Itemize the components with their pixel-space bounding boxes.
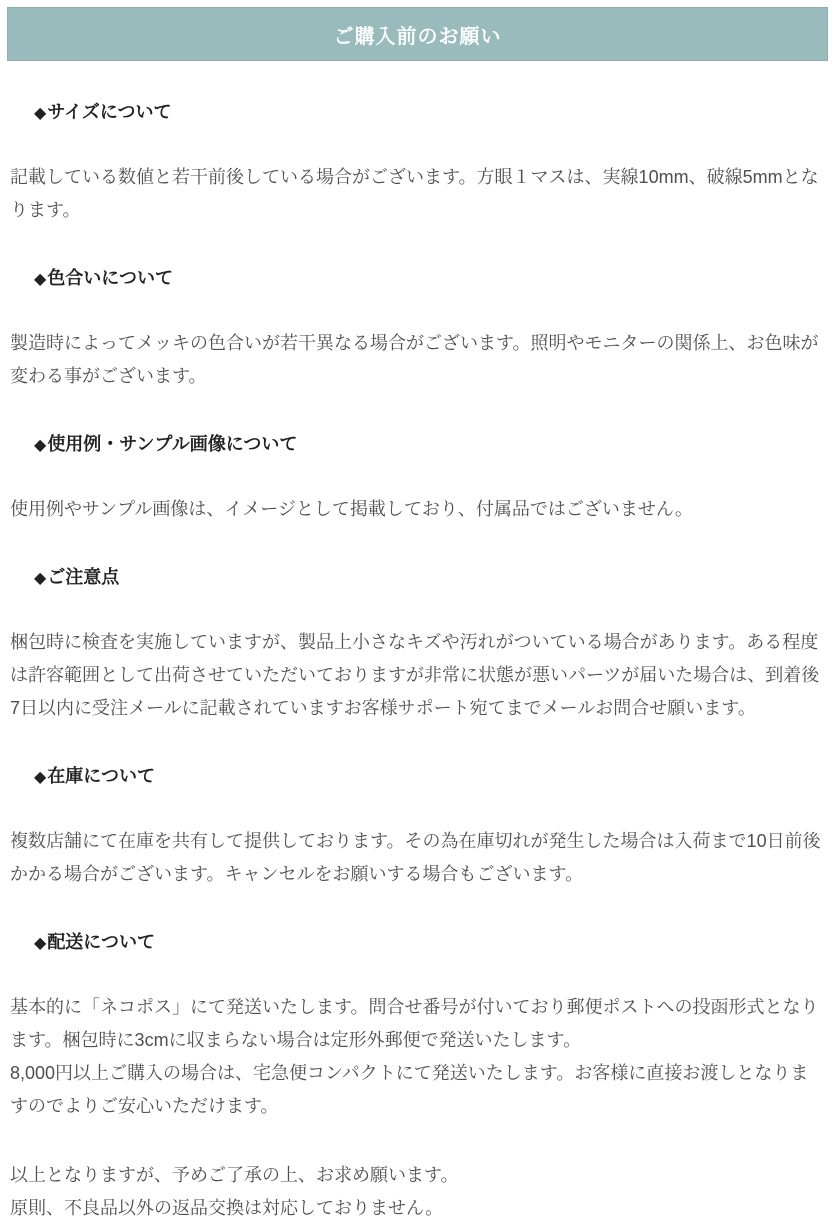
shipping-line-1: 基本的に「ネコポス」にて発送いたします。問合せ番号が付いており郵便ポストへの投函形式となります。梱包時に3cmに収まらない場合は定形外郵便で発送いたします。	[10, 997, 819, 1050]
section-heading-caution	[34, 566, 825, 590]
diamond-bullet-icon: ◆	[34, 570, 47, 587]
page-title: ご購入前のお願い	[333, 25, 502, 48]
section-heading-label: サイズについて	[47, 102, 172, 122]
section-shipping	[0, 931, 837, 1123]
section-heading-label: 配送について	[47, 932, 155, 952]
section-body-shipping	[10, 991, 823, 1123]
diamond-bullet-icon: ◆	[34, 271, 47, 288]
section-heading-label: 使用例・サンプル画像について	[47, 434, 298, 454]
closing-note	[10, 1159, 823, 1225]
section-heading-color	[34, 267, 825, 291]
section-heading-stock	[34, 765, 825, 789]
section-sample-images	[0, 433, 837, 526]
diamond-bullet-icon: ◆	[34, 437, 47, 454]
closing-note-line-2: 原則、不良品以外の返品交換は対応しておりません。	[10, 1198, 444, 1218]
section-body-stock: 複数店舗にて在庫を共有して提供しております。その為在庫切れが発生した場合は入荷まで10日前後かかる場合がございます。キャンセルをお願いする場合もございます。	[10, 831, 821, 884]
section-heading-label: 色合いについて	[47, 268, 173, 288]
diamond-bullet-icon: ◆	[34, 935, 47, 952]
section-caution	[0, 566, 837, 725]
section-size	[0, 101, 837, 227]
shipping-line-2: 8,000円以上ご購入の場合は、宅急便コンパクトにて発送いたします。お客様に直接お渡しとなりますのでよりご安心いただけます。	[10, 1063, 809, 1116]
section-body-color: 製造時によってメッキの色合いが若干異なる場合がございます。照明やモニターの関係上、お色味が変わる事がございます。	[10, 333, 819, 386]
section-heading-label: 在庫について	[47, 766, 155, 786]
section-heading-label: ご注意点	[47, 567, 120, 587]
section-color	[0, 267, 837, 393]
section-stock	[0, 765, 837, 891]
section-body-sample-images: 使用例やサンプル画像は、イメージとして掲載しており、付属品ではございません。	[10, 499, 693, 519]
closing-note-line-1: 以上となりますが、予めご了承の上、お求め願います。	[10, 1165, 459, 1185]
section-body-caution: 梱包時に検査を実施していますが、製品上小さなキズや汚れがついている場合があります。ある程度は許容範囲として出荷させていただいておりますが非常に状態が悪いパーツが届いた場合は、到着後7日以内に受注メールに記載されていますお客様サポート宛てまでメールお問合せ願います。	[10, 632, 820, 718]
section-body-size: 記載している数値と若干前後している場合がございます。方眼１マスは、実線10mm、破線5mmとなります。	[10, 167, 819, 220]
page-title-bar	[7, 7, 828, 61]
section-heading-sample-images	[34, 433, 825, 457]
section-heading-shipping	[34, 931, 825, 955]
diamond-bullet-icon: ◆	[34, 105, 47, 122]
diamond-bullet-icon: ◆	[34, 769, 47, 786]
purchase-notice-page	[0, 7, 837, 1225]
section-heading-size	[34, 101, 825, 125]
